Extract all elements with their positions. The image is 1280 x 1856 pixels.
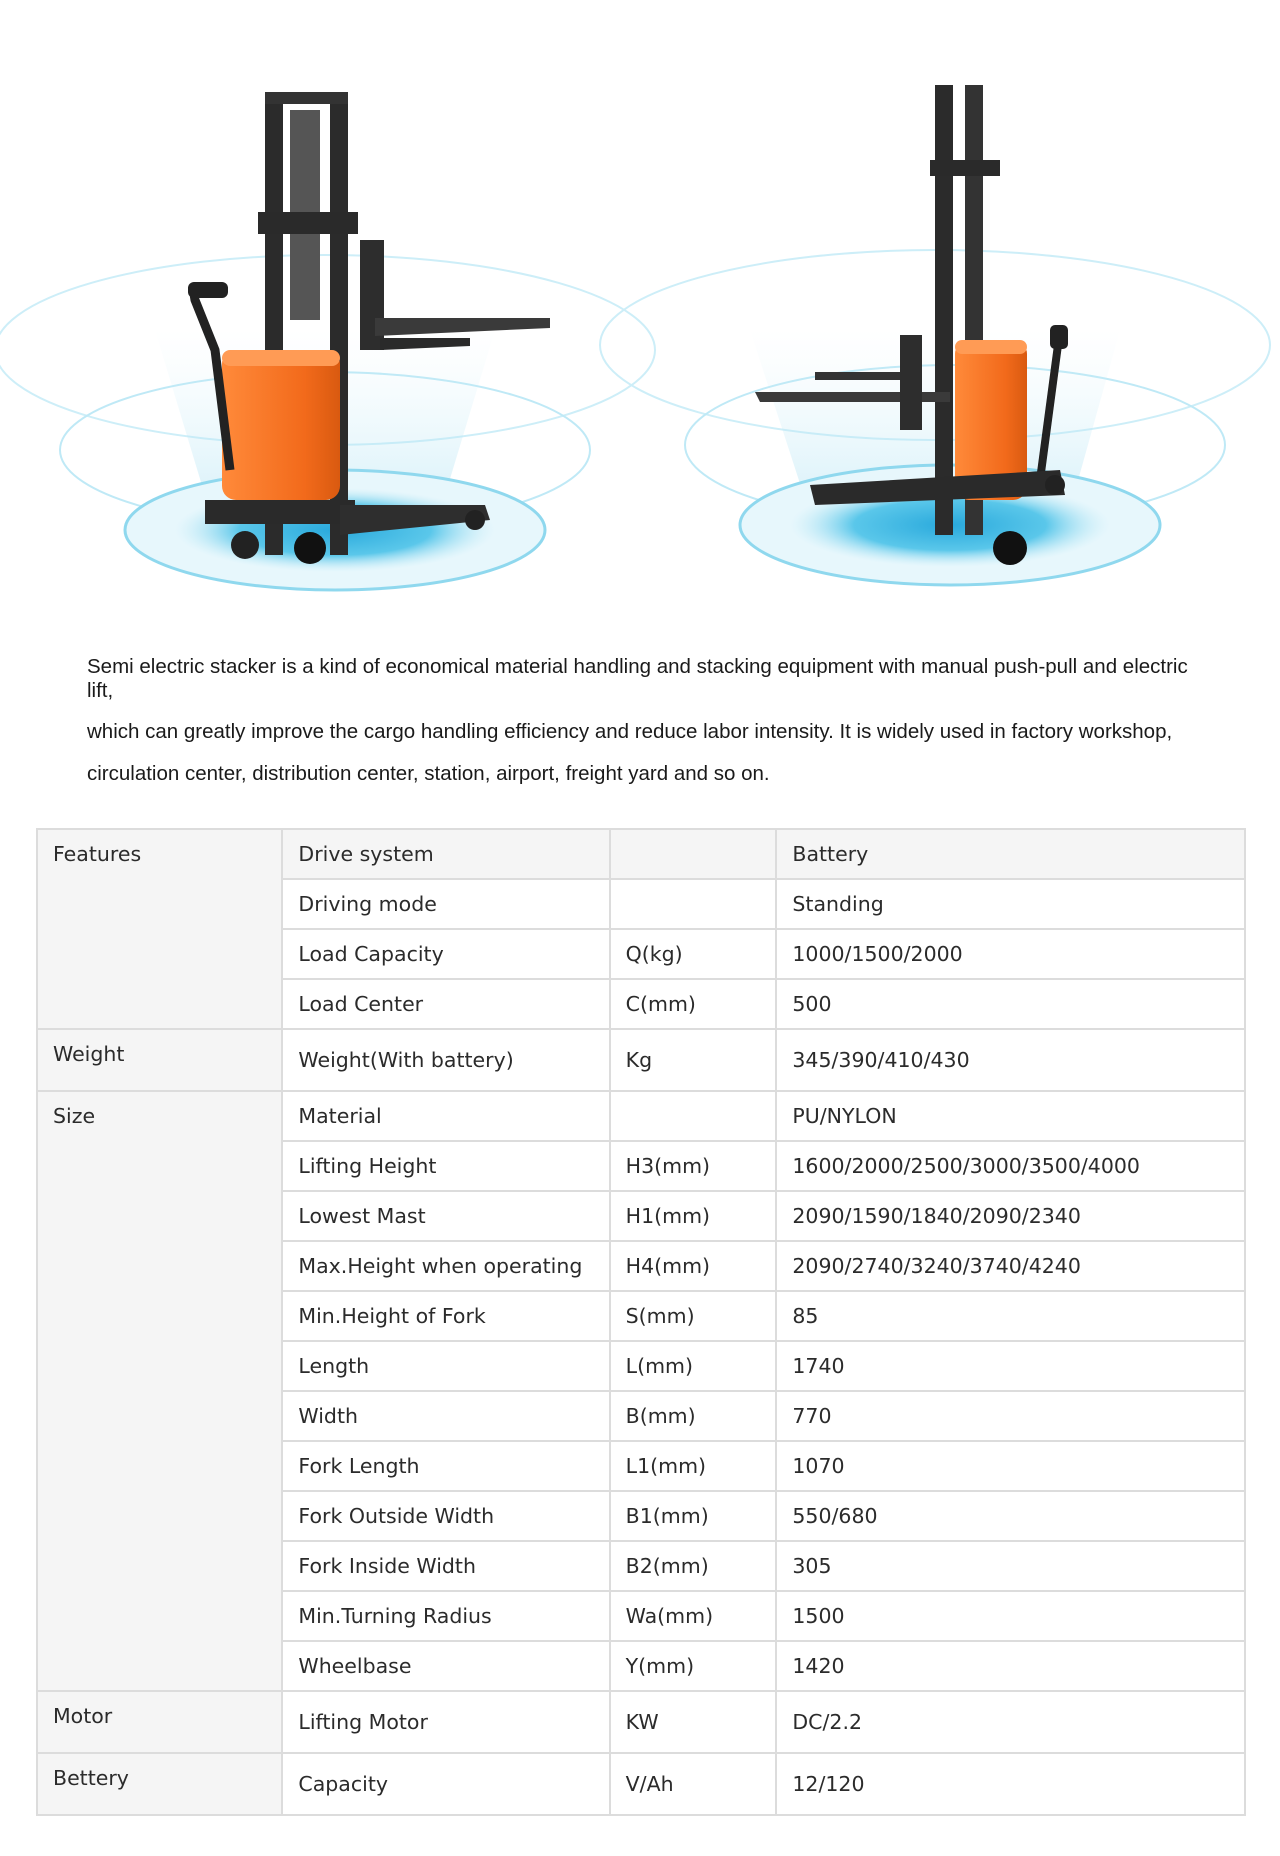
table-row (37, 829, 1245, 879)
spec-label: Lifting Height (282, 1141, 609, 1191)
spec-label: Length (282, 1341, 609, 1391)
spec-value: 1000/1500/2000 (776, 929, 1245, 979)
spec-value: 2090/1590/1840/2090/2340 (776, 1191, 1245, 1241)
spec-unit: H1(mm) (610, 1191, 777, 1241)
spec-unit: S(mm) (610, 1291, 777, 1341)
table-row (37, 1091, 1245, 1141)
spec-unit: V/Ah (610, 1753, 777, 1815)
spec-unit: H3(mm) (610, 1141, 777, 1191)
spec-label: Lifting Motor (282, 1691, 609, 1753)
spec-unit: B(mm) (610, 1391, 777, 1441)
spec-label: Load Capacity (282, 929, 609, 979)
description-line-3: circulation center, distribution center, station, airport, freight yard and so on. (87, 762, 770, 786)
spec-label: Weight(With battery) (282, 1029, 609, 1091)
spec-value: 85 (776, 1291, 1245, 1341)
spec-value: 345/390/410/430 (776, 1029, 1245, 1091)
spec-label: Width (282, 1391, 609, 1441)
spec-value: Battery (776, 829, 1245, 879)
spec-value: 1070 (776, 1441, 1245, 1491)
spec-value: 1500 (776, 1591, 1245, 1641)
spec-value: 500 (776, 979, 1245, 1029)
spec-unit: L(mm) (610, 1341, 777, 1391)
spec-label: Min.Turning Radius (282, 1591, 609, 1641)
table-row (37, 1691, 1245, 1753)
spec-label: Min.Height of Fork (282, 1291, 609, 1341)
spec-unit: C(mm) (610, 979, 777, 1029)
spec-unit (610, 829, 777, 879)
group-motor: Motor (37, 1691, 282, 1753)
spec-label: Fork Length (282, 1441, 609, 1491)
spec-label: Material (282, 1091, 609, 1141)
spec-unit: B2(mm) (610, 1541, 777, 1591)
spec-unit: H4(mm) (610, 1241, 777, 1291)
spec-value: 550/680 (776, 1491, 1245, 1541)
spec-label: Drive system (282, 829, 609, 879)
spec-label: Driving mode (282, 879, 609, 929)
spec-unit: Kg (610, 1029, 777, 1091)
spec-value: Standing (776, 879, 1245, 929)
spec-value: 305 (776, 1541, 1245, 1591)
group-battery: Bettery (37, 1753, 282, 1815)
spec-unit: B1(mm) (610, 1491, 777, 1541)
spec-value: 1420 (776, 1641, 1245, 1691)
spec-value: 12/120 (776, 1753, 1245, 1815)
spec-unit: Y(mm) (610, 1641, 777, 1691)
spec-unit: KW (610, 1691, 777, 1753)
spec-value: 1740 (776, 1341, 1245, 1391)
spec-table (36, 828, 1246, 1816)
spec-label: Capacity (282, 1753, 609, 1815)
spec-label: Lowest Mast (282, 1191, 609, 1241)
stacker-side-view (600, 85, 1270, 585)
description-line-1: Semi electric stacker is a kind of economical material handling and stacking equipment with manual push-pull and electric lift, (87, 655, 1188, 702)
spec-unit: Q(kg) (610, 929, 777, 979)
group-features: Features (37, 829, 282, 1029)
spec-value: 2090/2740/3240/3740/4240 (776, 1241, 1245, 1291)
group-weight: Weight (37, 1029, 282, 1091)
spec-value: 770 (776, 1391, 1245, 1441)
spec-unit (610, 1091, 777, 1141)
table-row (37, 1753, 1245, 1815)
spec-value: DC/2.2 (776, 1691, 1245, 1753)
spec-unit: Wa(mm) (610, 1591, 777, 1641)
spec-unit (610, 879, 777, 929)
spec-label: Load Center (282, 979, 609, 1029)
group-size: Size (37, 1091, 282, 1691)
product-images (0, 0, 1280, 620)
spec-table-body (37, 829, 1245, 1815)
spec-unit: L1(mm) (610, 1441, 777, 1491)
stacker-front-view (0, 92, 655, 590)
product-description (87, 655, 1217, 786)
spec-label: Max.Height when operating (282, 1241, 609, 1291)
spec-value: PU/NYLON (776, 1091, 1245, 1141)
spec-label: Fork Inside Width (282, 1541, 609, 1591)
description-line-2: which can greatly improve the cargo handling efficiency and reduce labor intensity. It is widely used in factory workshop, (87, 719, 1173, 743)
spec-label: Wheelbase (282, 1641, 609, 1691)
table-row (37, 1029, 1245, 1091)
spec-label: Fork Outside Width (282, 1491, 609, 1541)
spec-value: 1600/2000/2500/3000/3500/4000 (776, 1141, 1245, 1191)
